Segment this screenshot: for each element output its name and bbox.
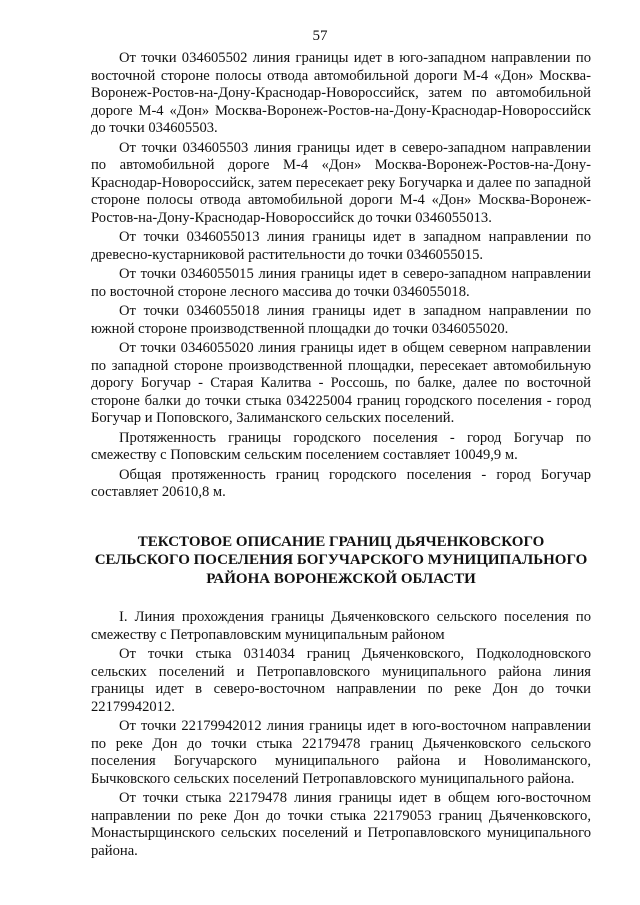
heading-line: ТЕКСТОВОЕ ОПИСАНИЕ ГРАНИЦ ДЬЯЧЕНКОВСКОГО (137, 533, 545, 550)
paragraph: Протяженность границы городского поселения - город Богучар по смежеству с Поповским сельским поселением составляет 10049,9 м. (91, 429, 591, 463)
paragraph: От точки 0346055015 линия границы идет в северо-западном направлении по восточной стороне лесного массива до точки 0346055018. (91, 266, 591, 300)
paragraph: От точки 034605503 линия границы идет в северо-западном направлении по автомобильной дороге М-4 «Дон» Москва-Воронеж-Ростов-на-Дону-Краснодар-Новороссийск, затем пересекает реку Богучарка и далее по западной стороне полосы отвода автомобильной дороги М-4 «Дон» Москва-Воронеж-Ростов-на-Дону-Краснодар-Новороссийск до точки 0346055013. (91, 139, 591, 226)
paragraph: От точки 0346055020 линия границы идет в общем северном направлении по западной стороне производственной площадки, пересекает автомобильную дорогу Богучар - Старая Калитва - Россошь, по балке, далее по восточной стороне балки до точки стыка 034225004 границ городского поселения - город Богучар и Поповского, Залиманского сельских поселений. (91, 340, 591, 426)
paragraph: От точки 034605502 линия границы идет в юго-западном направлении по восточной стороне полосы отвода автомобильной дороги М-4 «Дон» Москва-Воронеж-Ростов-на-Дону-Краснодар-Новороссийск, затем по автомобильной дороге М-4 «Дон» Москва-Воронеж-Ростов-на-Дону-Краснодар-Новороссийск до точки 034605503. (91, 50, 591, 136)
paragraph: От точки 0346055018 линия границы идет в западном направлении по южной стороне производственной площадки до точки 0346055020. (91, 303, 591, 337)
subsection-title: I. Линия прохождения границы Дьяченковского сельского поселения по смежеству с Петропавловским муниципальным районом (91, 609, 591, 643)
paragraph: От точки стыка 0314034 границ Дьяченковского, Подколодновского сельских поселений и Петропавловского муниципального района линия границы идет в северо-восточном направлении по реке Дон до точки 22179942012. (91, 646, 591, 715)
document-body (91, 50, 591, 860)
paragraph: От точки 0346055013 линия границы идет в западном направлении по древесно-кустарниковой растительности до точки 0346055015. (91, 229, 591, 263)
heading-line: СЕЛЬСКОГО ПОСЕЛЕНИЯ БОГУЧАРСКОГО МУНИЦИПАЛЬНОГО (94, 552, 588, 568)
paragraph: От точки 22179942012 линия границы идет в юго-восточном направлении по реке Дон до точки стыка 22179478 границ Дьяченковского сельского поселения Богучарского муниципального района и Новолиманского, Бычковского сельских поселений Петропавловского муниципального района. (91, 718, 591, 787)
heading-line: РАЙОНА ВОРОНЕЖСКОЙ ОБЛАСТИ (206, 570, 476, 587)
page-number: 57 (312, 28, 328, 44)
section-heading (91, 533, 591, 589)
paragraph: Общая протяженность границ городского поселения - город Богучар составляет 20610,8 м. (91, 466, 591, 500)
paragraph: От точки стыка 22179478 линия границы идет в общем юго-восточном направлении по реке Дон до точки стыка 22179053 границ Дьяченковского, Монастырщинского сельских поселений и Петропавловского муниципального района. (91, 790, 591, 859)
